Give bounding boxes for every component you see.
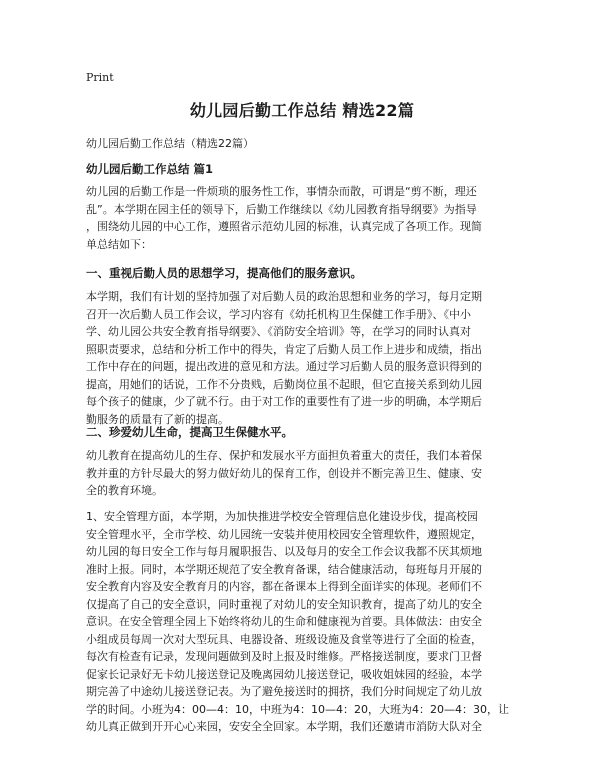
print-link[interactable]: Print — [86, 71, 114, 84]
paragraph-line: 每次有检查有记录，发现问题做到及时上报及时维修。严格接送制度，要求门卫督 — [86, 650, 482, 663]
intro-paragraph — [86, 183, 518, 253]
paragraph-line: 提高，用她们的话说，工作不分贵贱，后勤岗位虽不起眼，但它直接关系到幼儿园 — [86, 377, 482, 391]
paragraph-line: 照职责要求，总结和分析工作中的得失，肯定了后勤人员工作上进步和成绩，指出 — [86, 342, 482, 356]
section3-paragraph — [86, 508, 518, 736]
paragraph-line: 召开一次后勤人员工作会议，学习内容有《幼托机构卫生保健工作手册》、《中小 — [86, 307, 471, 321]
paragraph-line: 每个孩子的健康，少了就不行。由于对工作的重要性有了进一步的明确，本学期后 — [86, 395, 482, 408]
paragraph-line: 工作中存在的问题，提出改进的意见和方法。通过学习后勤人员的服务意识得到的 — [86, 360, 482, 373]
paragraph-line: 单总结如下： — [86, 237, 152, 251]
paragraph-line: 意识。在安全管理全园上下始终将幼儿的生命和健康视为首要。具体做法：由安全 — [86, 615, 482, 628]
paragraph-line: 幼儿真正做到开开心心来园，安安全全回家。本学期，我们还邀请市消防大队对全 — [86, 720, 482, 733]
paragraph-line: 本学期，我们有计划的坚持加强了对后勤人员的政治思想和业务的学习，每月定期 — [86, 290, 482, 303]
paragraph-line: 1、安全管理方面，本学期，为加快推进学校安全管理信息化建设步伐，提高校园 — [86, 510, 478, 523]
section2-paragraph — [86, 447, 518, 500]
page-title: 幼儿园后勤工作总结 精选22篇 — [189, 101, 415, 120]
paragraph-line: 幼儿园的每日安全工作与每月履职报告、以及每月的安全工作会议我都不厌其烦地 — [86, 545, 482, 558]
section1-heading: 一、重视后勤人员的思想学习，提高他们的服务意识。 — [86, 266, 362, 280]
paragraph-line: 教并重的方针尽最大的努力做好幼儿的保育工作，创设并不断完善卫生、健康、安 — [86, 466, 482, 480]
paragraph-line: ，围绕幼儿园的中心工作，遵照省示范幼儿园的标准，认真完成了各项工作。现简 — [86, 220, 482, 233]
paragraph-line: 准时上报。同时，本学期还规范了安全教育备课，结合健康活动，每班每月开展的 — [86, 562, 482, 576]
paragraph-line: 幼儿教育在提高幼儿的生存、保护和发展水平方面担负着重大的责任，我们本着保 — [86, 449, 482, 462]
paragraph-line: 乱”。本学期在园主任的领导下，后勤工作继续以《幼儿园教育指导纲要》为指导 — [86, 202, 477, 216]
paragraph-line: 仅提高了自己的安全意识，同时重视了对幼儿的安全知识教育，提高了幼儿的安全 — [86, 597, 482, 611]
paragraph-line: 全的教育环境。 — [86, 484, 163, 497]
subtitle: 幼儿园后勤工作总结（精选22篇） — [86, 137, 254, 150]
paragraph-line: 小组成员每周一次对大型玩具、电器设备、班级设施及食堂等进行了全面的检查， — [86, 632, 482, 646]
paragraph-line: 安全管理水平，全市学校、幼儿园统一安装并使用校园安全管理软件，遵照规定， — [86, 527, 482, 541]
paragraph-line: 期完善了中途幼儿接送登记表。为了避免接送时的拥挤，我们分时间规定了幼儿放 — [86, 685, 482, 698]
section2-heading: 二、珍爱幼儿生命，提高卫生保健水平。 — [86, 425, 293, 439]
article-heading: 幼儿园后勤工作总结 篇1 — [86, 162, 214, 176]
paragraph-line: 学、幼儿园公共安全教育指导纲要》、《消防安全培训》等，在学习的同时认真对 — [86, 325, 471, 338]
paragraph-line: 勤服务的质量有了新的提高。 — [86, 412, 229, 426]
section1-paragraph — [86, 288, 518, 428]
paragraph-line: 安全教育内容及安全教育月的内容，都在备课本上得到全面详实的体现。老师们不 — [86, 580, 482, 593]
paragraph-line: 促家长记录好无卡幼儿接送登记及晚离园幼儿接送登记，吸收姐妹园的经验，本学 — [86, 667, 482, 681]
paragraph-line: 幼儿园的后勤工作是一件烦琐的服务性工作，事情杂而散，可谓是“剪不断，理还 — [86, 185, 477, 198]
paragraph-line: 学的时间。小班为4：00—4：10，中班为4：10—4：20，大班为4：20—4：30，让 — [86, 702, 509, 716]
